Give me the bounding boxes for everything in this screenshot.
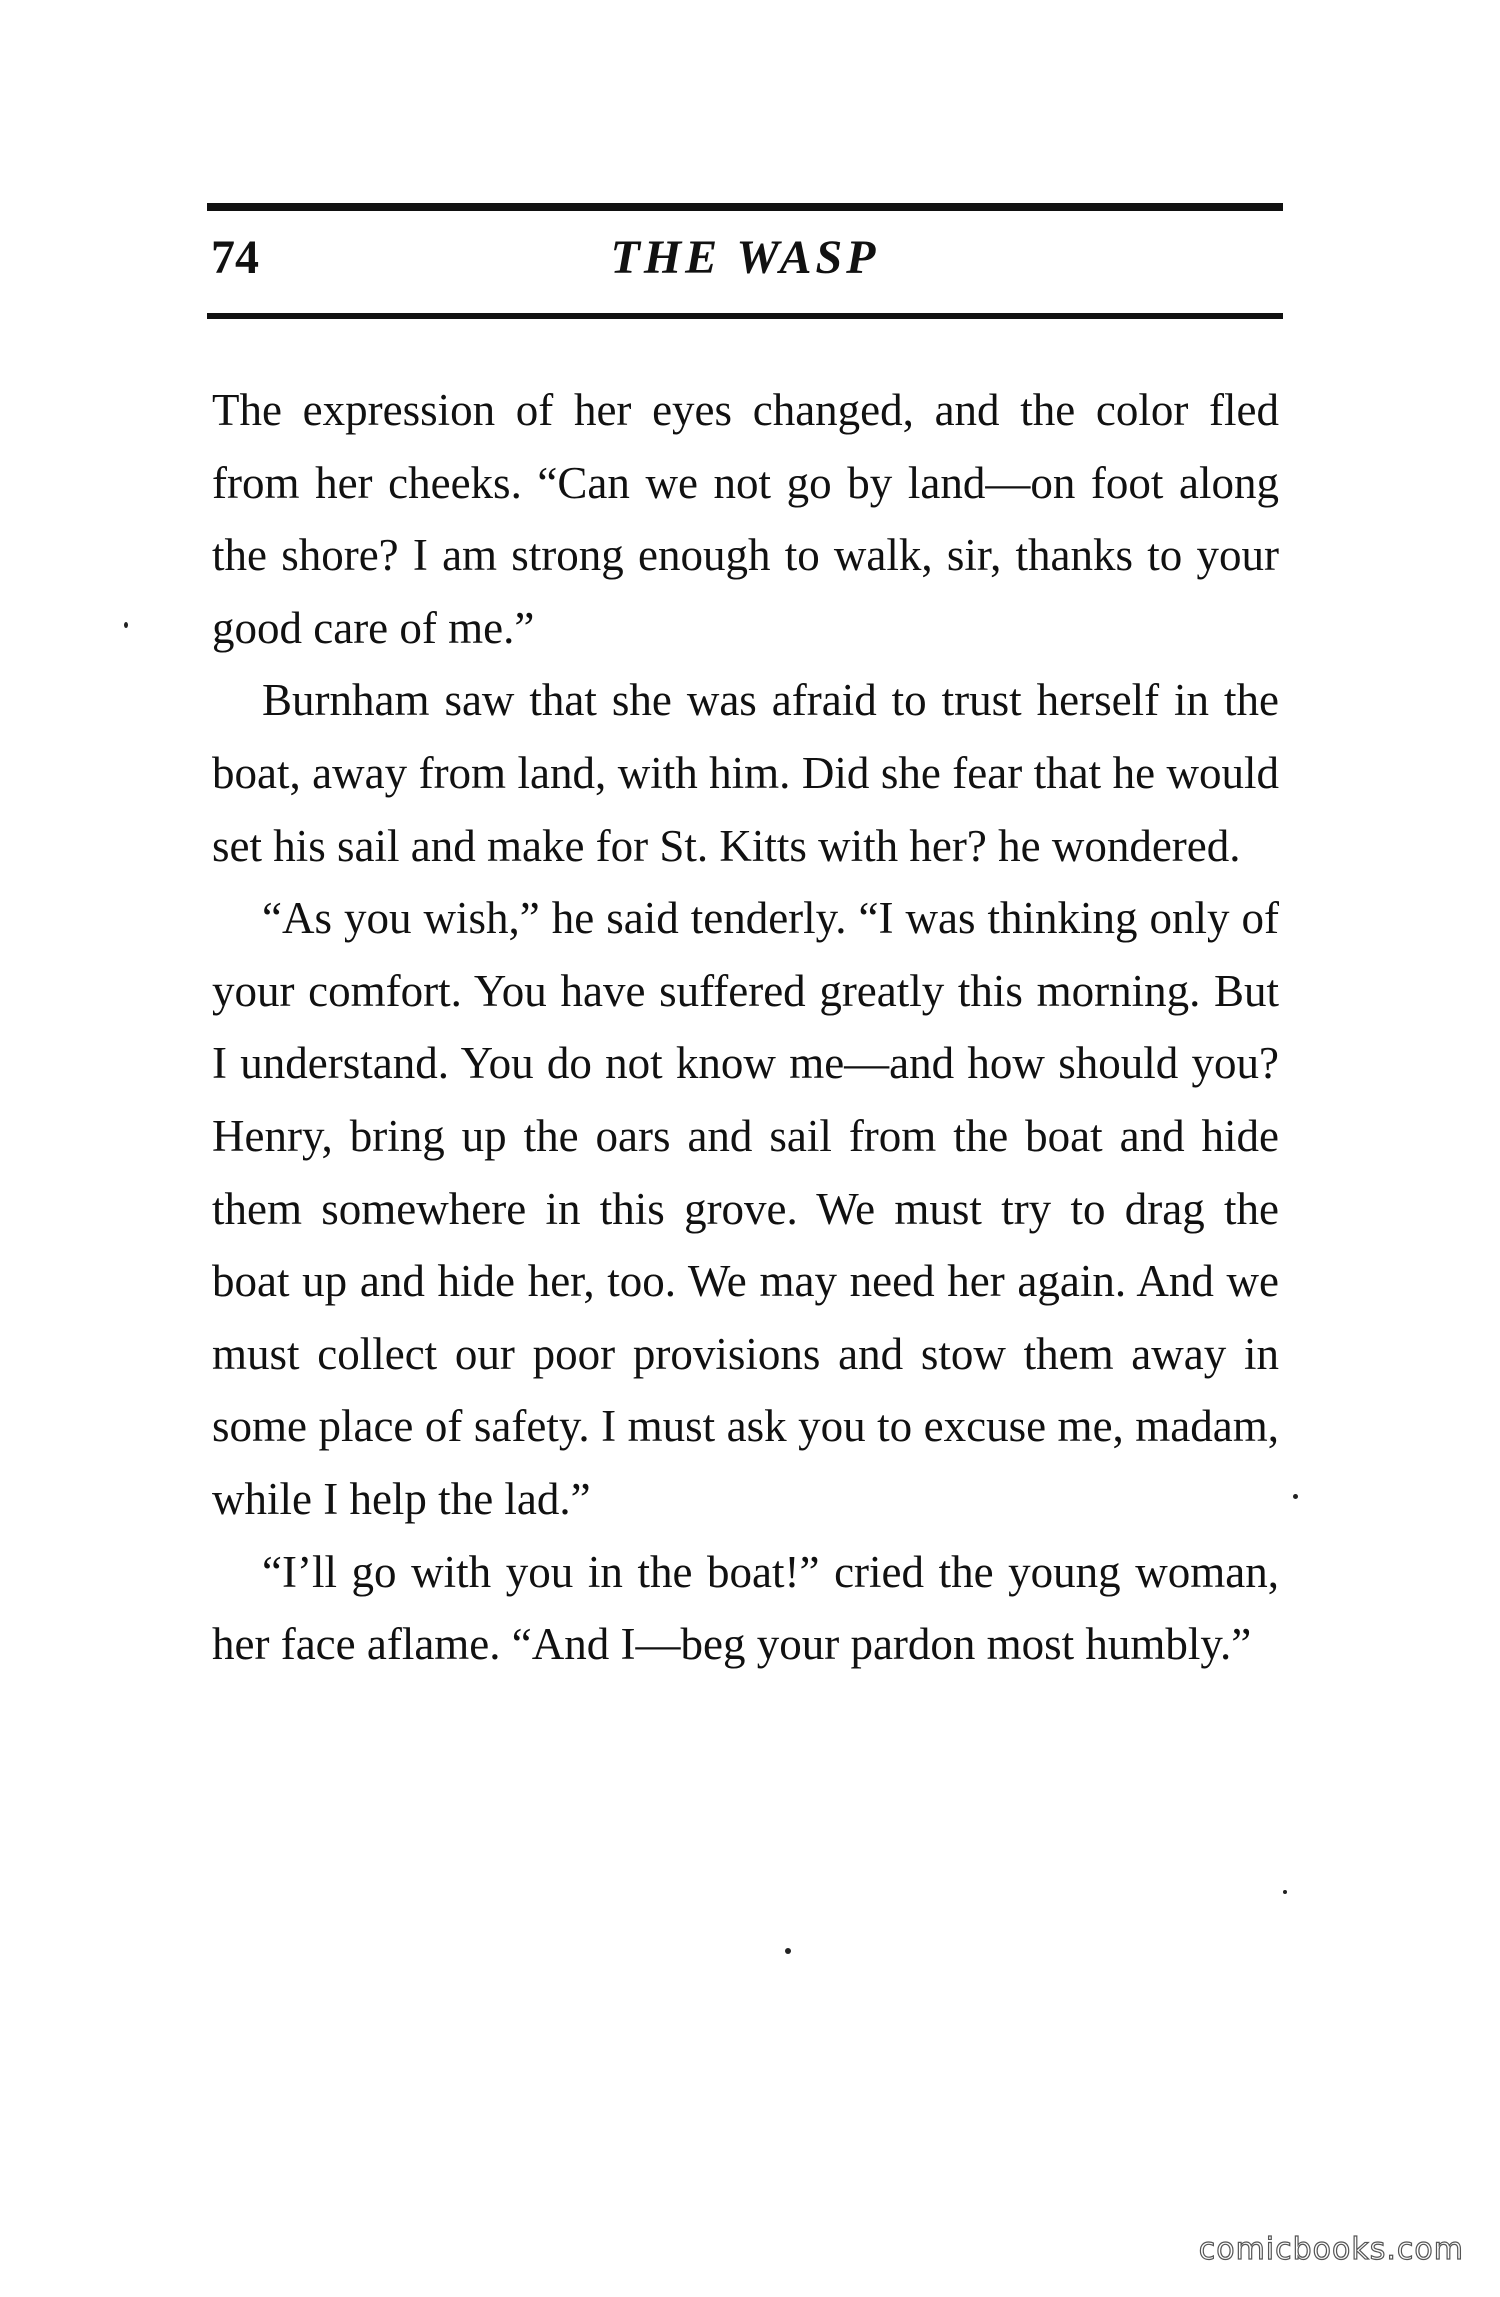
watermark: comicbooks.com	[1198, 2232, 1464, 2267]
paragraph-3: “As you wish,” he said tenderly. “I was thinking only of your comfort. You have suffered greatly this morning. But I understand. You do not know me—and how should you? Henry, bring up the oars and sail from the boat and hide them somewhere in this grove. We must try to drag the boat up and hide her, too. We may need her again. And we must collect our poor provisions and stow them away in some place of safety. I must ask you to excuse me, madam, while I help the lad.”	[212, 893, 1279, 1524]
page-number: 74	[211, 231, 259, 284]
paragraph-1: The expression of her eyes changed, and the color fled from her cheeks. “Can we not go by land—on foot along the shore? I am strong enough to walk, sir, thanks to your good care of me.”	[212, 385, 1279, 653]
header-rule-top	[207, 203, 1283, 211]
ink-speck	[1283, 1890, 1287, 1894]
ink-speck	[124, 622, 128, 628]
ink-speck	[1293, 1494, 1298, 1499]
header-rule-bottom	[207, 313, 1283, 319]
paragraph-2: Burnham saw that she was afraid to trust herself in the boat, away from land, with him. Did she fear that he would set his sail and make for St. Kitts with her? he wondered.	[212, 675, 1279, 871]
running-head	[207, 226, 1283, 296]
body-text	[212, 374, 1279, 1681]
running-title: THE WASP	[610, 231, 880, 284]
ink-speck	[785, 1948, 791, 1954]
paragraph-4: “I’ll go with you in the boat!” cried the young woman, her face aflame. “And I—beg your pardon most humbly.”	[212, 1546, 1279, 1670]
